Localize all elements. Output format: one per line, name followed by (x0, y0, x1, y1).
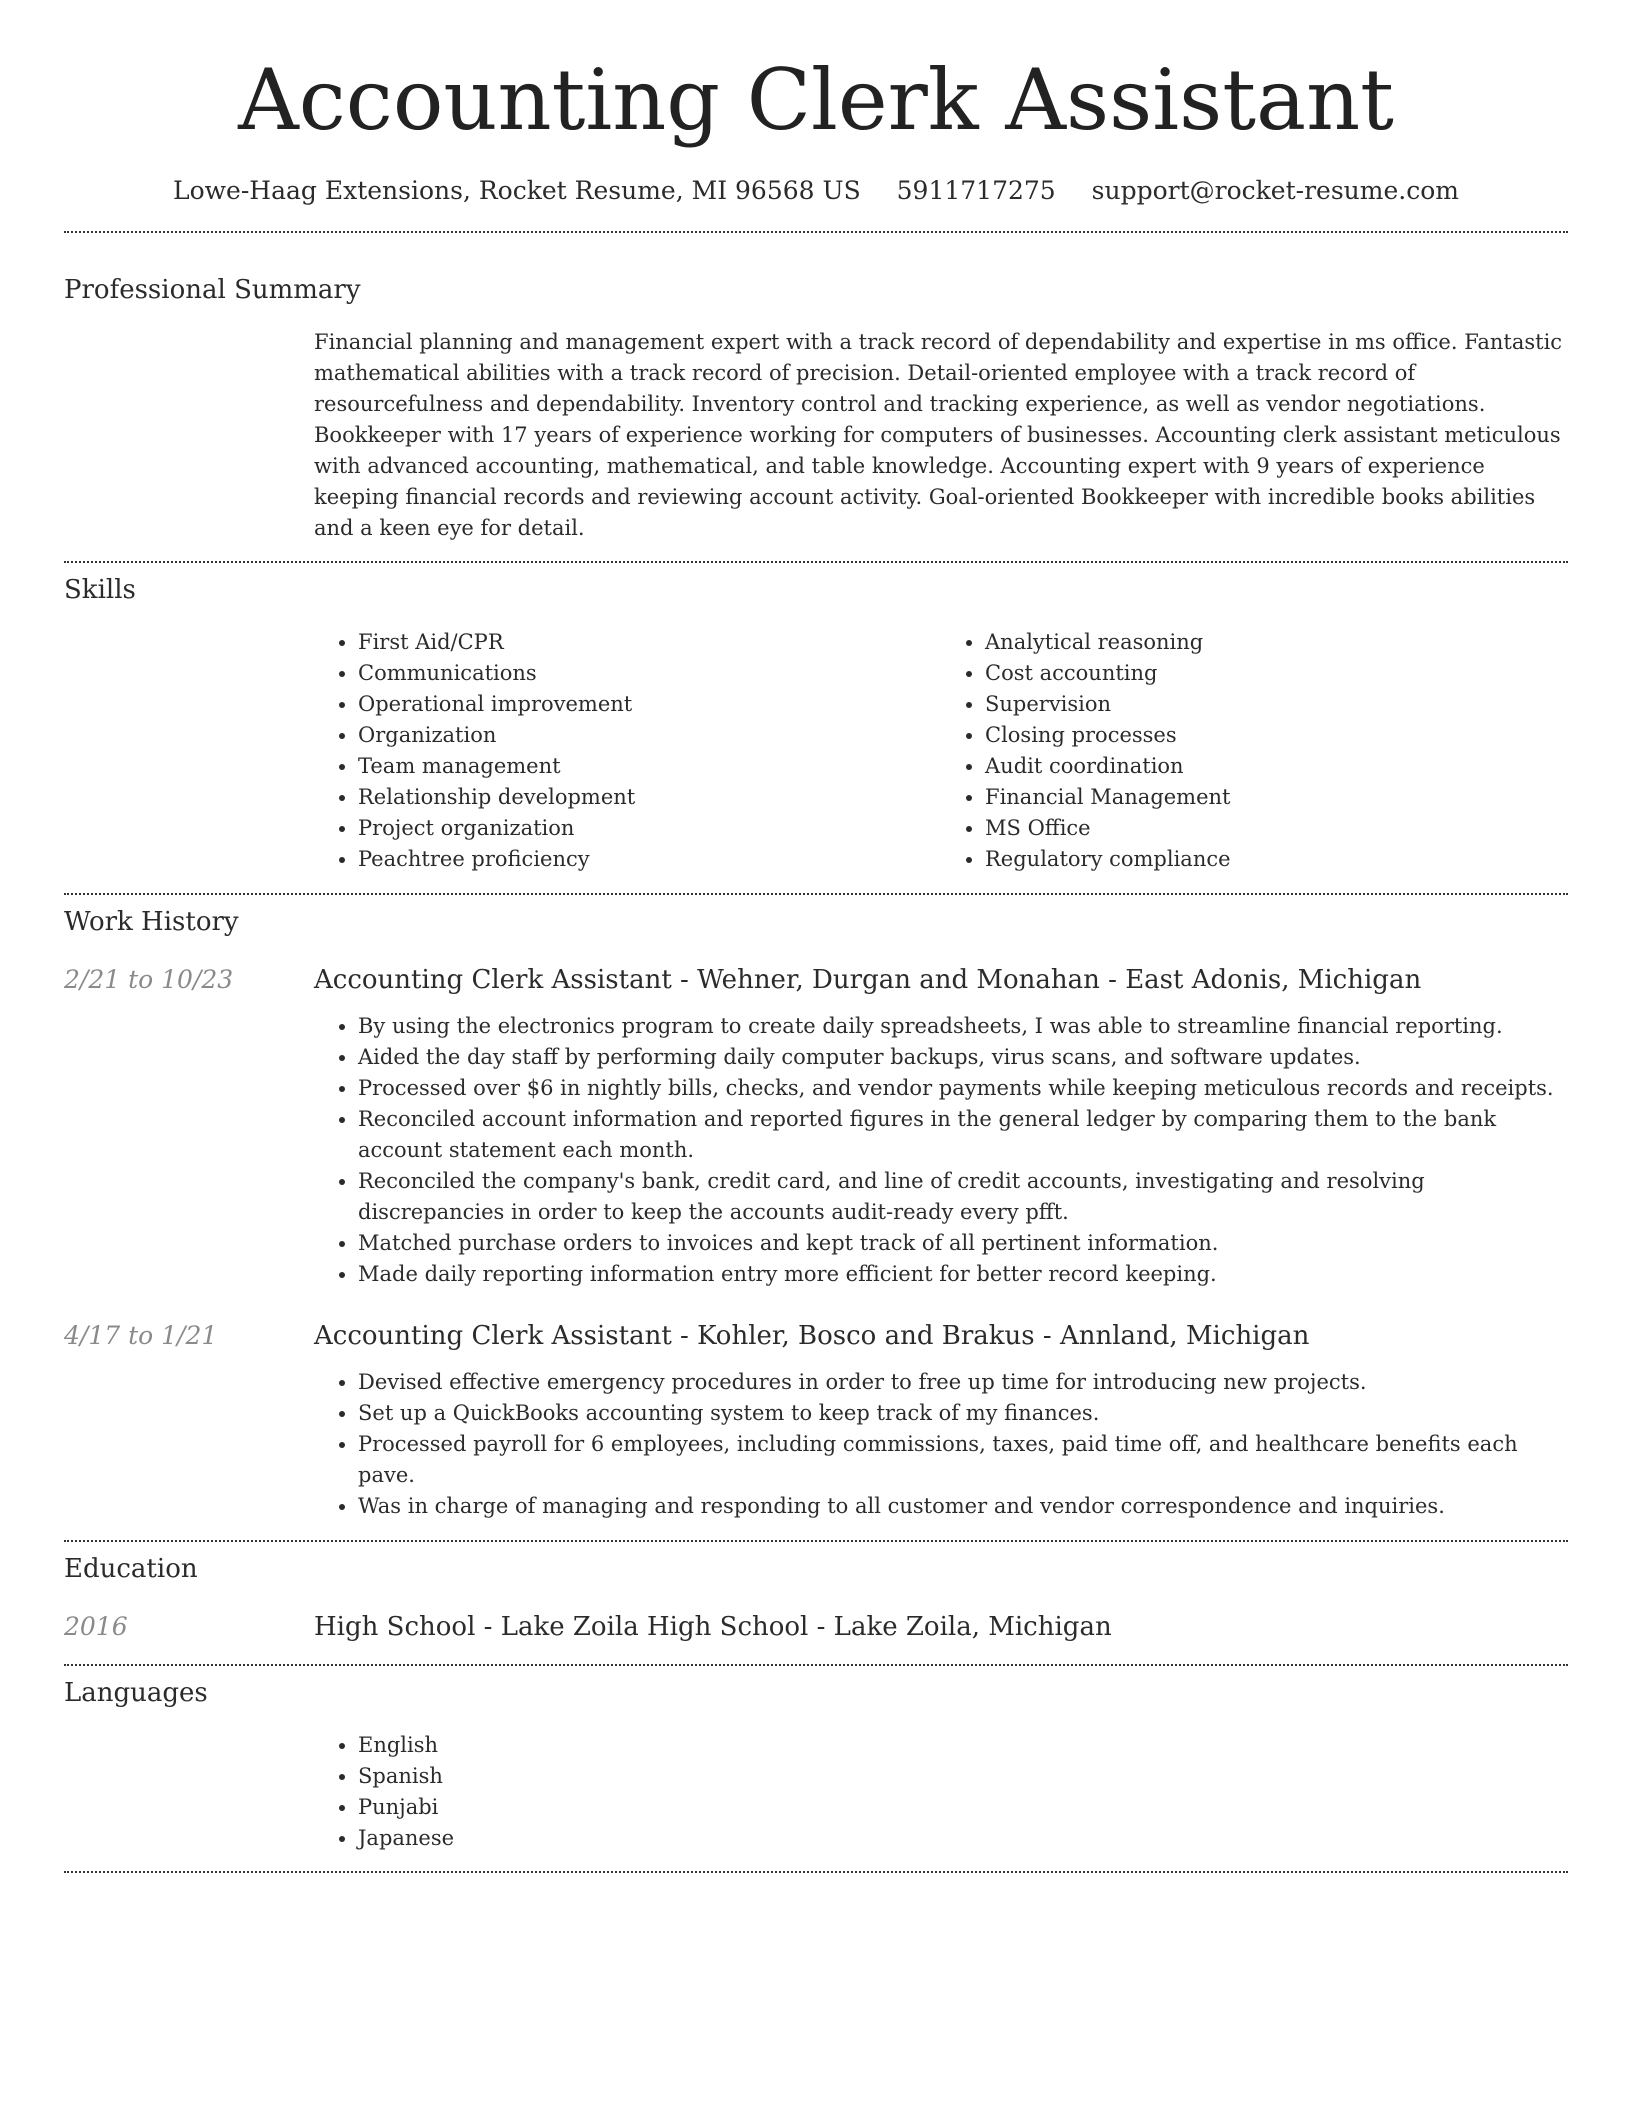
language-item: • Japanese (358, 1823, 1568, 1854)
duty-item: • Processed payroll for 6 employees, including commissions, taxes, paid time off, and healthcare benefits each pave. (358, 1429, 1568, 1491)
language-item: • English (358, 1730, 1568, 1761)
duty-item: • Aided the day staff by performing daily computer backups, virus scans, and software updates. (358, 1042, 1568, 1073)
skills-heading: Skills (64, 575, 136, 605)
divider (64, 1871, 1568, 1873)
education-entry (64, 1610, 1568, 1644)
duty-item: • By using the electronics program to create daily spreadsheets, I was able to streamline financial reporting. (358, 1011, 1568, 1042)
language-item: • Punjabi (358, 1792, 1568, 1823)
duty-item: • Devised effective emergency procedures in order to free up time for introducing new projects. (358, 1367, 1568, 1398)
skill-item: • Project organization (358, 813, 941, 844)
skill-item: • Audit coordination (985, 751, 1568, 782)
summary-heading: Professional Summary (64, 275, 361, 305)
work-heading: Work History (64, 907, 239, 937)
skill-item: • Analytical reasoning (985, 627, 1568, 658)
language-item: • Spanish (358, 1761, 1568, 1792)
job-entry (64, 1319, 1568, 1522)
duty-item: • Set up a QuickBooks accounting system to keep track of my finances. (358, 1398, 1568, 1429)
skills-list-right (941, 627, 1568, 875)
job-duties-list (314, 1011, 1568, 1290)
skill-item: • Relationship development (358, 782, 941, 813)
skill-item: • First Aid/CPR (358, 627, 941, 658)
job-entry (64, 963, 1568, 1290)
duty-item: • Made daily reporting information entry more efficient for better record keeping. (358, 1259, 1568, 1290)
languages-heading: Languages (64, 1678, 208, 1708)
duty-item: • Reconciled the company's bank, credit card, and line of credit accounts, investigating and resolving discrepancies in order to keep the accounts audit-ready every pfft. (358, 1166, 1568, 1228)
skill-item: • Communications (358, 658, 941, 689)
address-text: Lowe-Haag Extensions, Rocket Resume, MI 96568 US (173, 176, 861, 205)
skill-item: • Team management (358, 751, 941, 782)
education-heading: Education (64, 1554, 198, 1584)
resume-header (64, 0, 1568, 208)
education-section (64, 1542, 1568, 1644)
summary-body (314, 327, 1568, 544)
duty-item: • Matched purchase orders to invoices and kept track of all pertinent information. (358, 1228, 1568, 1259)
skill-item: • Closing processes (985, 720, 1568, 751)
skill-item: • Organization (358, 720, 941, 751)
work-section (64, 895, 1568, 1522)
summary-text: Financial planning and management expert with a track record of dependability and expertise in ms office. Fantastic mathematical abilities with a track record of precision. Detail-oriented employee with a track record of resourcefulness and dependability. Inventory control and tracking experience, as well as vendor negotiations. Bookkeeper with 17 years of experience working for computers of businesses. Accounting clerk assistant meticulous with advanced accounting, mathematical, and table knowledge. Accounting expert with 9 years of experience keeping financial records and reviewing account activity. Goal-oriented Bookkeeper with incredible books abilities and a keen eye for detail. (314, 330, 1563, 540)
skills-section (64, 563, 1568, 875)
contact-line (64, 174, 1568, 208)
education-date: 2016 (64, 1612, 128, 1641)
job-duties (314, 1011, 1568, 1290)
skill-item: • Operational improvement (358, 689, 941, 720)
job-dates: 2/21 to 10/23 (64, 965, 234, 994)
duty-item: • Was in charge of managing and responding to all customer and vendor correspondence and inquiries. (358, 1491, 1568, 1522)
candidate-name: Accounting Clerk Assistant (238, 51, 1394, 149)
skill-item: • Regulatory compliance (985, 844, 1568, 875)
skill-item: • MS Office (985, 813, 1568, 844)
languages-list (314, 1730, 1568, 1854)
job-duties-list (314, 1367, 1568, 1522)
job-dates: 4/17 to 1/21 (64, 1321, 218, 1350)
skills-grid (314, 627, 1568, 875)
skill-item: • Peachtree proficiency (358, 844, 941, 875)
job-duties (314, 1367, 1568, 1522)
education-title: High School - Lake Zoila High School - Lake Zoila, Michigan (314, 1612, 1112, 1642)
job-header (64, 963, 1568, 997)
skill-item: • Financial Management (985, 782, 1568, 813)
job-header (64, 1319, 1568, 1353)
job-title: Accounting Clerk Assistant - Wehner, Durgan and Monahan - East Adonis, Michigan (314, 965, 1422, 995)
skill-item: • Cost accounting (985, 658, 1568, 689)
phone-text: 5911717275 (896, 176, 1056, 205)
job-title: Accounting Clerk Assistant - Kohler, Bosco and Brakus - Annland, Michigan (314, 1321, 1310, 1351)
duty-item: • Reconciled account information and reported figures in the general ledger by comparing them to the bank account statement each month. (358, 1104, 1568, 1166)
duty-item: • Processed over $6 in nightly bills, checks, and vendor payments while keeping meticulous records and receipts. (358, 1073, 1568, 1104)
summary-section (64, 233, 1568, 544)
skills-list-left (314, 627, 941, 875)
languages-body (314, 1730, 1568, 1854)
languages-section (64, 1666, 1568, 1854)
skill-item: • Supervision (985, 689, 1568, 720)
email-text: support@rocket-resume.com (1091, 176, 1459, 205)
